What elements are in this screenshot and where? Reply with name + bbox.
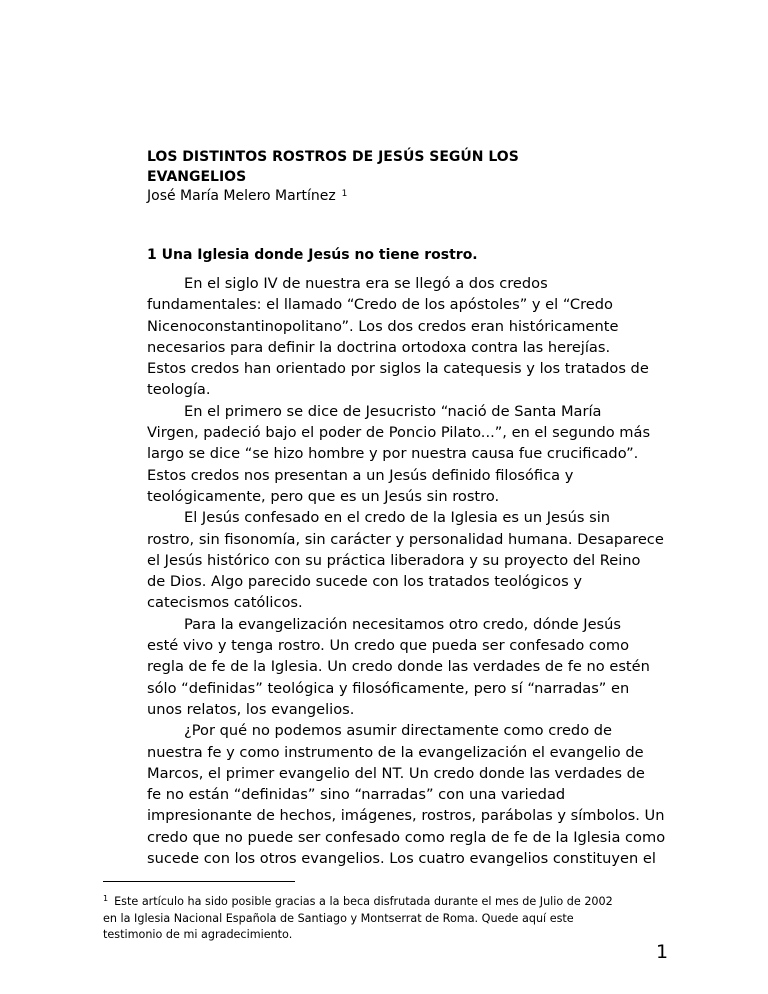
body-line: ¿Por qué no podemos asumir directamente como credo de — [184, 722, 613, 740]
document-title — [147, 147, 627, 187]
body-line: impresionante de hechos, imágenes, rostros, parábolas y símbolos. Un — [147, 807, 665, 825]
footnote-text: Este artículo ha sido posible gracias a la beca disfrutada durante el mes de Julio de 2002 — [114, 895, 613, 908]
body-line: credo que no puede ser confesado como regla de fe de la Iglesia como — [147, 828, 666, 846]
body-line: fe no están “definidas” sino “narradas” con una variedad — [147, 786, 566, 804]
body-line: Estos credos nos presentan a un Jesús definido filosófica y — [147, 466, 574, 484]
body-line: rostro, sin fisonomía, sin carácter y personalidad humana. Desaparece — [147, 530, 664, 548]
author-name: José María Melero Martínez — [147, 188, 336, 204]
section-heading: 1 Una Iglesia donde Jesús no tiene rostro. — [147, 247, 478, 263]
body-line: Nicenoconstantinopolitano”. Los dos credos eran históricamente — [147, 317, 619, 335]
body-line: de Dios. Algo parecido sucede con los tratados teológicos y — [147, 573, 582, 591]
title-line-2: EVANGELIOS — [147, 169, 247, 185]
footnote-line: testimonio de mi agradecimiento. — [103, 928, 293, 941]
body-line: En el primero se dice de Jesucristo “nació de Santa María — [184, 402, 602, 420]
footnote — [103, 891, 683, 944]
body-line: El Jesús confesado en el credo de la Iglesia es un Jesús sin — [184, 509, 611, 527]
body-line: sucede con los otros evangelios. Los cuatro evangelios constituyen el — [147, 850, 656, 868]
body-line: Estos credos han orientado por siglos la catequesis y los tratados de — [147, 360, 649, 378]
body-line: unos relatos, los evangelios. — [147, 700, 355, 718]
body-line: sólo “definidas” teológica y filosóficamente, pero sí “narradas” en — [147, 679, 630, 697]
body-line: regla de fe de la Iglesia. Un credo donde las verdades de fe no estén — [147, 658, 650, 676]
footnote-line: en la Iglesia Nacional Española de Santiago y Montserrat de Roma. Quede aquí este — [103, 911, 574, 925]
title-line-1: LOS DISTINTOS ROSTROS DE JESÚS SEGÚN LOS — [147, 149, 519, 165]
body-text — [147, 273, 666, 869]
body-line: catecismos católicos. — [147, 594, 303, 612]
author-line — [147, 186, 347, 208]
body-line: el Jesús histórico con su práctica liberadora y su proyecto del Reino — [147, 551, 641, 569]
body-line: largo se dice “se hizo hombre y por nuestra causa fue crucificado”. — [147, 445, 639, 463]
body-line: necesarios para definir la doctrina ortodoxa contra las herejías. — [147, 338, 611, 356]
footnote-marker: 1 — [103, 894, 109, 903]
footnote-line — [103, 891, 683, 911]
body-line: teología. — [147, 381, 211, 399]
footnote-reference[interactable]: 1 — [341, 189, 348, 199]
body-line: teológicamente, pero que es un Jesús sin rostro. — [147, 487, 500, 505]
body-line: fundamentales: el llamado “Credo de los apóstoles” y el “Credo — [147, 296, 613, 314]
footnote-separator — [103, 881, 295, 882]
body-line: En el siglo IV de nuestra era se llegó a dos credos — [184, 275, 548, 292]
body-line: Para la evangelización necesitamos otro credo, dónde Jesús — [184, 615, 622, 633]
body-line: Marcos, el primer evangelio del NT. Un credo donde las verdades de — [147, 764, 645, 782]
page-number: 1 — [656, 941, 669, 963]
body-line: nuestra fe y como instrumento de la evangelización el evangelio de — [147, 743, 644, 761]
body-line: esté vivo y tenga rostro. Un credo que pueda ser confesado como — [147, 637, 630, 655]
body-line: Virgen, padeció bajo el poder de Poncio Pilato...”, en el segundo más — [147, 424, 651, 442]
